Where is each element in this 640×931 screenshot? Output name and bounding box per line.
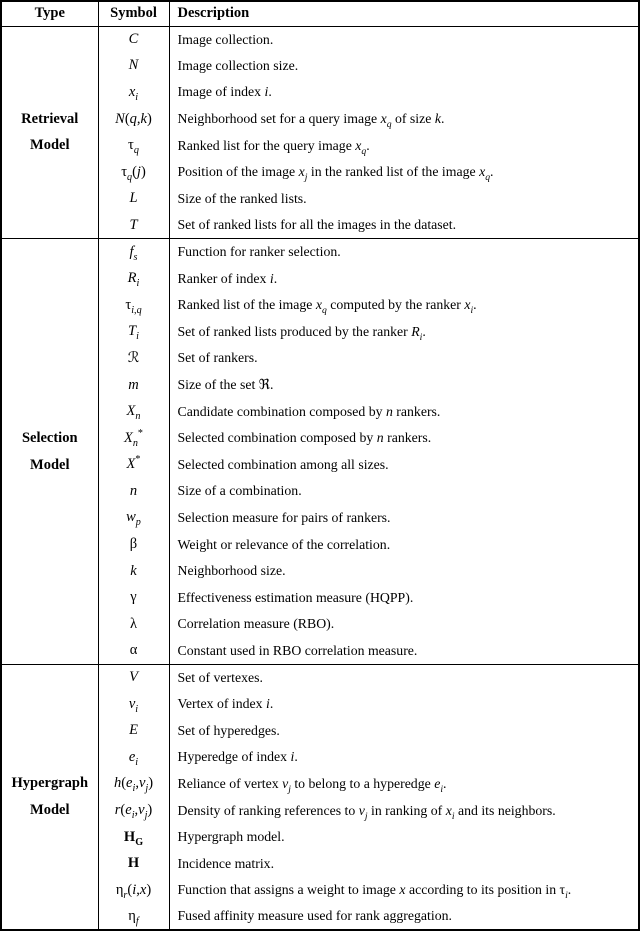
type-cell — [1, 26, 98, 239]
symbol-cell: m — [98, 372, 169, 399]
description-cell: Vertex of index i. — [177, 696, 274, 712]
table-body — [1, 26, 639, 930]
symbol-cell: H — [98, 850, 169, 877]
symbol-cell: C — [98, 26, 169, 53]
description-cell: Ranker of index i. — [177, 270, 278, 286]
symbol-cell: L — [98, 186, 169, 213]
description-cell: Size of the ranked lists. — [177, 190, 307, 206]
symbol-cell: $R_i$ — [98, 265, 169, 292]
header-description: Description — [169, 1, 639, 26]
description-cell: Image collection. — [169, 26, 639, 53]
description-cell: Ranked list of the image $x_q$ computed by the ranker $x_i$. — [177, 297, 477, 316]
type-cell — [1, 664, 98, 930]
header-type: Type — [1, 1, 98, 26]
symbol-cell: $\eta_f$ — [98, 904, 169, 931]
description-cell: Incidence matrix. — [177, 855, 275, 871]
symbol-cell: T — [98, 212, 169, 239]
table-row — [1, 26, 639, 53]
symbol-cell: N(q,k) — [98, 106, 169, 133]
symbol-cell: n — [98, 478, 169, 505]
symbol-cell: $x_i$ — [98, 79, 169, 106]
symbol-cell: β — [98, 531, 169, 558]
type-line: Retrieval — [21, 110, 79, 127]
description-cell: Correlation measure (RBO). — [177, 616, 335, 632]
symbol-cell: λ — [98, 611, 169, 638]
description-cell: Density of ranking references to $v_j$ in ranking of $x_i$ and its neighbors. — [177, 802, 556, 822]
description-cell: Constant used in RBO correlation measure. — [177, 642, 418, 658]
symbol-cell: γ — [98, 584, 169, 611]
type-line: Hypergraph — [11, 775, 89, 792]
type-line: Model — [30, 801, 70, 818]
description-cell: Weight or relevance of the correlation. — [177, 536, 391, 552]
symbol-cell: $w_p$ — [98, 505, 169, 532]
symbol-cell: $\tau_q(j)$ — [98, 159, 169, 186]
symbol-cell: $X_n$ — [98, 398, 169, 425]
description-cell: Reliance of vertex $v_j$ to belong to a hyperedge $e_i$. — [177, 775, 447, 795]
description-cell: Function that assigns a weight to image x according to its position in $\tau_i$. — [177, 882, 572, 902]
description-cell: Image collection size. — [177, 57, 299, 73]
description-cell: Selected combination among all sizes. — [177, 456, 389, 472]
description-cell: Ranked list for the query image $x_q$. — [177, 137, 370, 157]
description-cell: Image of index i. — [177, 84, 272, 100]
description-cell: Set of ranked lists produced by the ranker $R_i$. — [177, 323, 426, 343]
description-cell: Selected combination composed by n rankers. — [177, 430, 432, 446]
description-cell: Effectiveness estimation measure (HQPP). — [177, 589, 414, 605]
type-cell — [1, 239, 98, 665]
type-line: Model — [30, 456, 70, 473]
description-cell: Set of vertexes. — [169, 664, 639, 691]
symbol-cell: $f_s$ — [98, 239, 169, 266]
description-cell: Size of a combination. — [177, 483, 302, 499]
symbol-cell: $r(e_i,v_j)$ — [98, 797, 169, 824]
symbol-cell: $h(e_i,v_j)$ — [98, 771, 169, 798]
symbol-cell: ℛ — [98, 345, 169, 372]
symbol-cell: $H_G$ — [98, 824, 169, 851]
description-cell: Hypergraph model. — [177, 829, 285, 845]
type-line: Model — [30, 137, 70, 154]
symbol-cell: $\tau_{i,q}$ — [98, 292, 169, 319]
description-cell: Fused affinity measure used for rank aggregation. — [177, 908, 452, 924]
description-cell: Set of rankers. — [177, 350, 258, 366]
symbol-cell: X* — [98, 452, 169, 479]
description-cell: Candidate combination composed by n rankers. — [177, 403, 441, 419]
description-cell: Function for ranker selection. — [169, 239, 639, 266]
symbol-cell: N — [98, 53, 169, 80]
description-cell: Size of the set ℜ. — [177, 377, 274, 393]
description-cell: Set of ranked lists for all the images in the dataset. — [177, 217, 457, 233]
description-cell: Neighborhood set for a query image $x_q$ of size k. — [177, 111, 445, 130]
symbol-cell: $X_n^*$ — [98, 425, 169, 452]
description-cell: Hyperedge of index i. — [177, 749, 298, 765]
header-row — [1, 1, 639, 26]
description-cell: Neighborhood size. — [177, 563, 286, 579]
table-row — [1, 239, 639, 266]
symbol-cell: $T_i$ — [98, 319, 169, 346]
header-symbol: Symbol — [98, 1, 169, 26]
symbol-cell: $\tau_q$ — [98, 132, 169, 159]
symbol-cell: E — [98, 717, 169, 744]
symbol-cell: V — [98, 664, 169, 691]
table-row — [1, 664, 639, 691]
description-cell: Set of hyperedges. — [177, 722, 280, 738]
symbol-cell: $v_i$ — [98, 691, 169, 718]
symbol-cell: $e_i$ — [98, 744, 169, 771]
type-line: Selection — [21, 429, 78, 446]
description-cell: Selection measure for pairs of rankers. — [177, 509, 391, 525]
table-header — [1, 1, 639, 26]
symbol-cell: α — [98, 638, 169, 665]
symbol-cell: $\eta_r(i,x)$ — [98, 877, 169, 904]
symbol-cell: k — [98, 558, 169, 585]
description-cell: Position of the image $x_j$ in the ranked list of the image $x_q$. — [177, 164, 494, 184]
